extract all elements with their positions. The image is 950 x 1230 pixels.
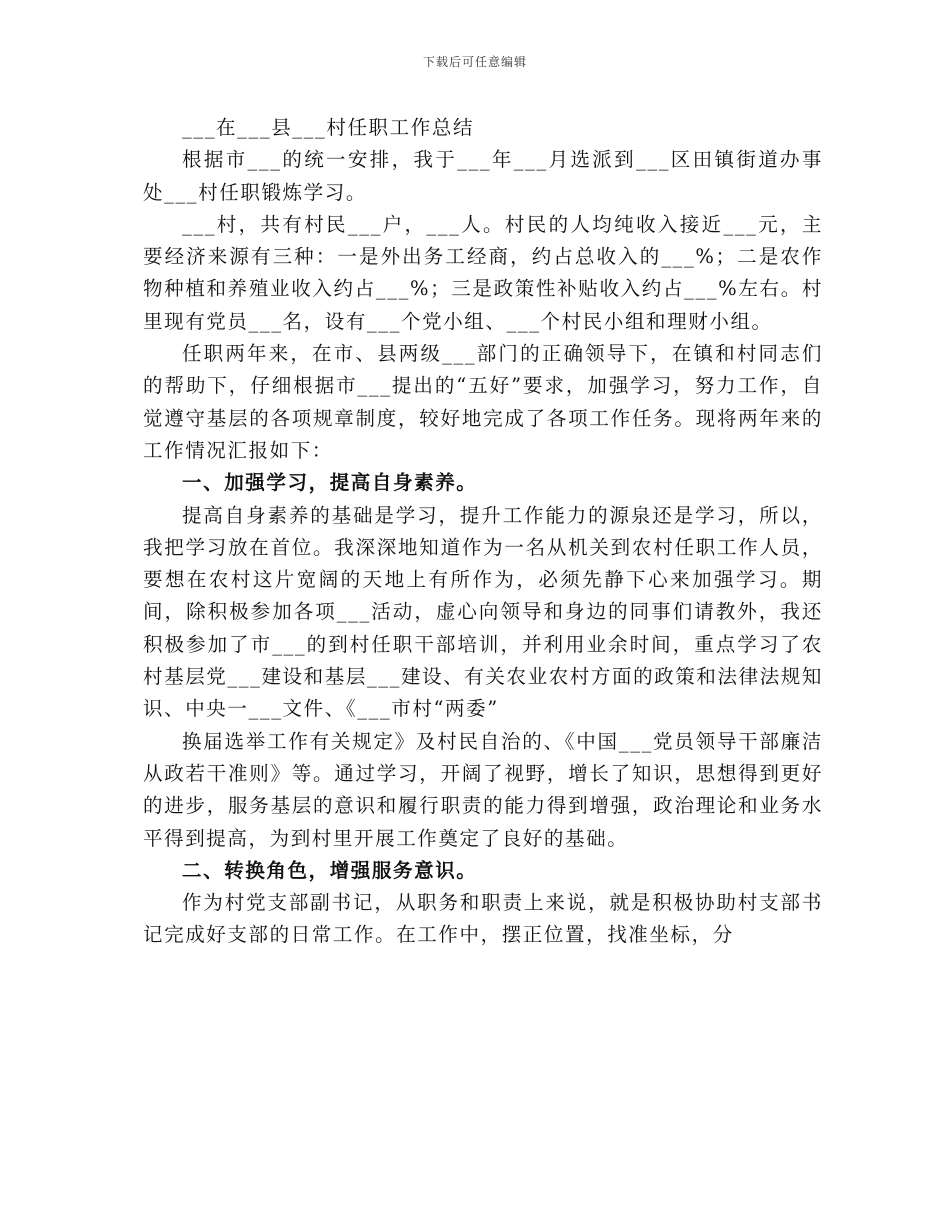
paragraph: 提高自身素养的基础是学习，提升工作能力的源泉还是学习，所以，我把学习放在首位。我深深地知道作为一名从机关到农村任职工作人员，要想在农村这片宽阔的天地上有所作为，必须先静下心来加强学习。期间，除积极参加各项___活动，虚心向领导和身边的同事们请教外，我还积极参加了市___的到村任职干部培训，并利用业余时间，重点学习了农村基层党___建设和基层___建设、有关农业农村方面的政策和法律法规知识、中央一___文件、《___市村“两委” [143,503,824,721]
paragraph: ___村，共有村民___户，___人。村民的人均纯收入接近___元，主要经济来源有三种：一是外出务工经商，约占总收入的___%；二是农作物种植和养殖业收入约占___%；三是政策性补贴收入约占___%左右。村里现有党员___名，设有___个党小组、___个村民小组和理财小组。 [143,212,823,333]
section-heading: 一、加强学习，提高自身素养。 [182,471,478,495]
section-heading: 二、转换角色，增强服务意识。 [182,858,478,882]
paragraph: 换届选举工作有关规定》及村民自治的、《中国___党员领导干部廉洁从政若干准则》等。通过学习，开阔了视野，增长了知识，思想得到更好的进步，服务基层的意识和履行职责的能力得到增强，政治理论和业务水平得到提高，为到村里开展工作奠定了良好的基础。 [143,729,823,850]
paragraph: 根据市___的统一安排，我于___年___月选派到___区田镇街道办事处___村任职锻炼学习。 [143,148,823,204]
document-body [143,112,823,952]
page-header: 下载后可任意编辑 [422,55,527,69]
paragraph: 作为村党支部副书记，从职务和职责上来说，就是积极协助村支部书记完成好支部的日常工作。在工作中，摆正位置，找准坐标，分 [143,891,823,947]
document-title: ___在___县___村任职工作总结 [182,116,475,139]
paragraph: 任职两年来，在市、县两级___部门的正确领导下，在镇和村同志们的帮助下，仔细根据市___提出的“五好”要求，加强学习，努力工作，自觉遵守基层的各项规章制度，较好地完成了各项工作任务。现将两年来的工作情况汇报如下： [143,342,823,462]
